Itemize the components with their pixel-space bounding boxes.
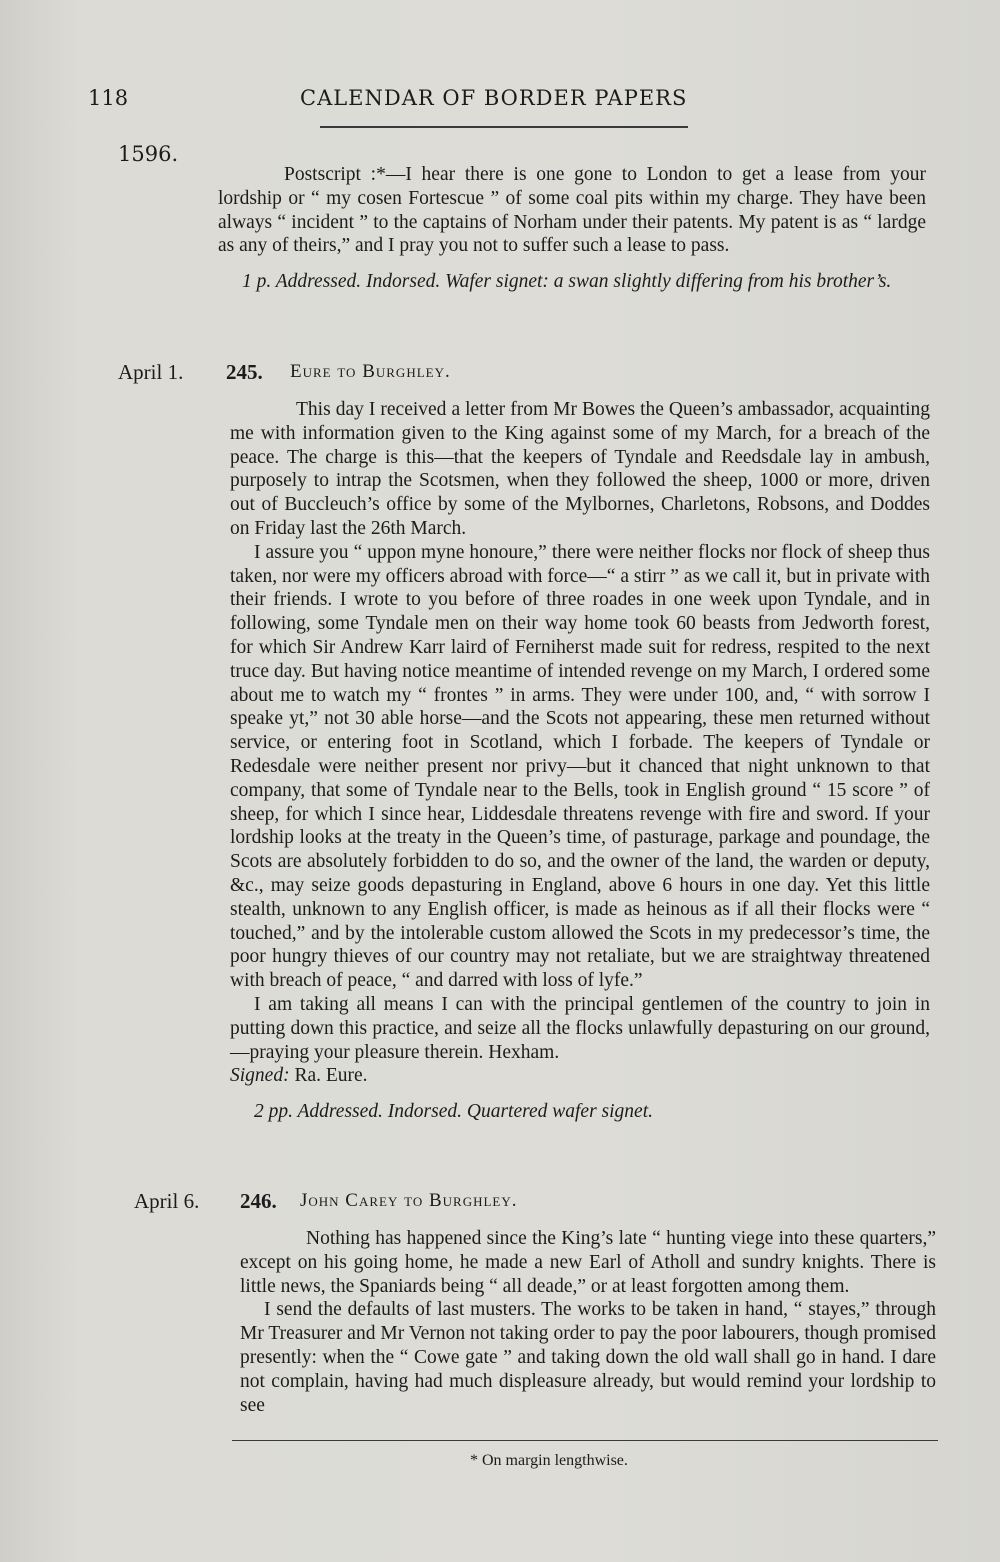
entry-245-note: 2 pp. Addressed. Indorsed. Quartered wafer signet. bbox=[254, 1101, 653, 1123]
postscript-note: 1 p. Addressed. Indorsed. Wafer signet: a swan slightly differing from his brother’s. bbox=[242, 271, 892, 293]
postscript-block bbox=[218, 163, 926, 294]
entry-246-body bbox=[240, 1227, 936, 1417]
entry-246-paragraph: I send the defaults of last musters. The works to be taken in hand, “ stayes,” through Mr Treasurer and Mr Vernon not taking order to pay the poor labourers, though promised presently: when the “ Cowe gate ” and taking down the old wall shall go in hand. I dare not complain, having had much displeasure already, but would remind your lordship to see bbox=[240, 1299, 936, 1416]
entry-246-title: John Carey to Burghley. bbox=[300, 1190, 518, 1211]
entry-246-number: 246. bbox=[240, 1189, 277, 1213]
footnote: * On margin lengthwise. bbox=[470, 1452, 628, 1469]
signed-name: Ra. Eure. bbox=[294, 1065, 368, 1087]
entry-245-signature bbox=[230, 1064, 930, 1088]
entry-246-paragraph: Nothing has happened since the King’s late “ hunting viege into these quarters,” except on his going home, he made a new Earl of Atholl and sundry knights. There is little news, the Spaniards being “ all deade,” or at least forgotten among them. bbox=[240, 1228, 936, 1297]
footnote-rule bbox=[232, 1440, 938, 1441]
postscript-text: Postscript :*—I hear there is one gone to London to get a lease from your lordship or “ my cosen Fortescue ” of some coal pits within my charge. They have been always “ incident ” to the captains of Norham under their patents. My patent is as “ lardge as any of theirs,” and I pray you not to suffer such a lease to pass. bbox=[218, 164, 926, 257]
signed-label: Signed: bbox=[230, 1065, 290, 1087]
entry-245-paragraph: I assure you “ uppon myne honoure,” there were neither flocks nor flock of sheep thus taken, nor were my officers abroad with force—“ a stirr ” as we call it, but in private with their friends. I wrote to you before of three roades in one week upon Tyndale, and in following, some Tyndale men on their way home took 60 beasts from Jedworth forest, for which Sir Andrew Karr laird of Ferniherst made suit for redress, respited to the next truce day. But having notice meantime of intended revenge on my March, I ordered some about me to watch my “ frontes ” in arms. They were under 100, and, “ with sorrow I speake yt,” not 30 able horse—and the Scots not appearing, these men returned without service, or entering foot in Scotland, which I forbade. The keepers of Tyndale or Redesdale were neither present nor privy—but it chanced that night unknown to that company, that some of Tyndale near to the Bells, took in English ground “ 15 score ” of sheep, for which I since hear, Liddesdale threatens revenge with fire and sword. If your lordship looks at the treaty in the Queen’s time, of pasturage, parkage and poundage, the Scots are absolutely forbidden to do so, and the owner of the land, the warden or deputy, &c., may seize goods depasturing in England, above 6 hours in one day. Yet this little stealth, unknown to any English officer, is made as heinous as if all their flocks were “ touched,” and by the intolerable custom allowed the Scots in my predecessor’s time, the poor hungry thieves of our country may not retaliate, but we are straightway threatened with breach of peace, “ and darred with loss of lyfe.” bbox=[230, 541, 930, 992]
running-title: CALENDAR OF BORDER PAPERS bbox=[300, 86, 688, 110]
entry-245-number: 245. bbox=[226, 360, 263, 384]
entry-245-body bbox=[230, 398, 930, 1124]
header-rule bbox=[320, 126, 688, 128]
entry-245-title: Eure to Burghley. bbox=[290, 361, 451, 382]
year-label: 1596. bbox=[118, 142, 179, 166]
entry-245-paragraph: This day I received a letter from Mr Bowes the Queen’s ambassador, acquainting me with information given to the King against some of my March, for a breach of the peace. The charge is this—that the keepers of Tyndale and Reedsdale lay in ambush, purposely to intrap the Scotsmen, when they followed the sheep, 1000 or more, driven out of Buccleuch’s office by some of the Mylbornes, Charletons, Robsons, and Doddes on Friday last the 26th March. bbox=[230, 399, 930, 539]
page-number: 118 bbox=[88, 86, 129, 110]
entry-246-date: April 6. bbox=[134, 1189, 200, 1213]
entry-245-paragraph: I am taking all means I can with the principal gentlemen of the country to join in putting down this practice, and seize all the flocks unlawfully depasturing on our ground,—praying your pleasure therein. Hexham. bbox=[230, 993, 930, 1063]
entry-245-date: April 1. bbox=[118, 360, 184, 384]
